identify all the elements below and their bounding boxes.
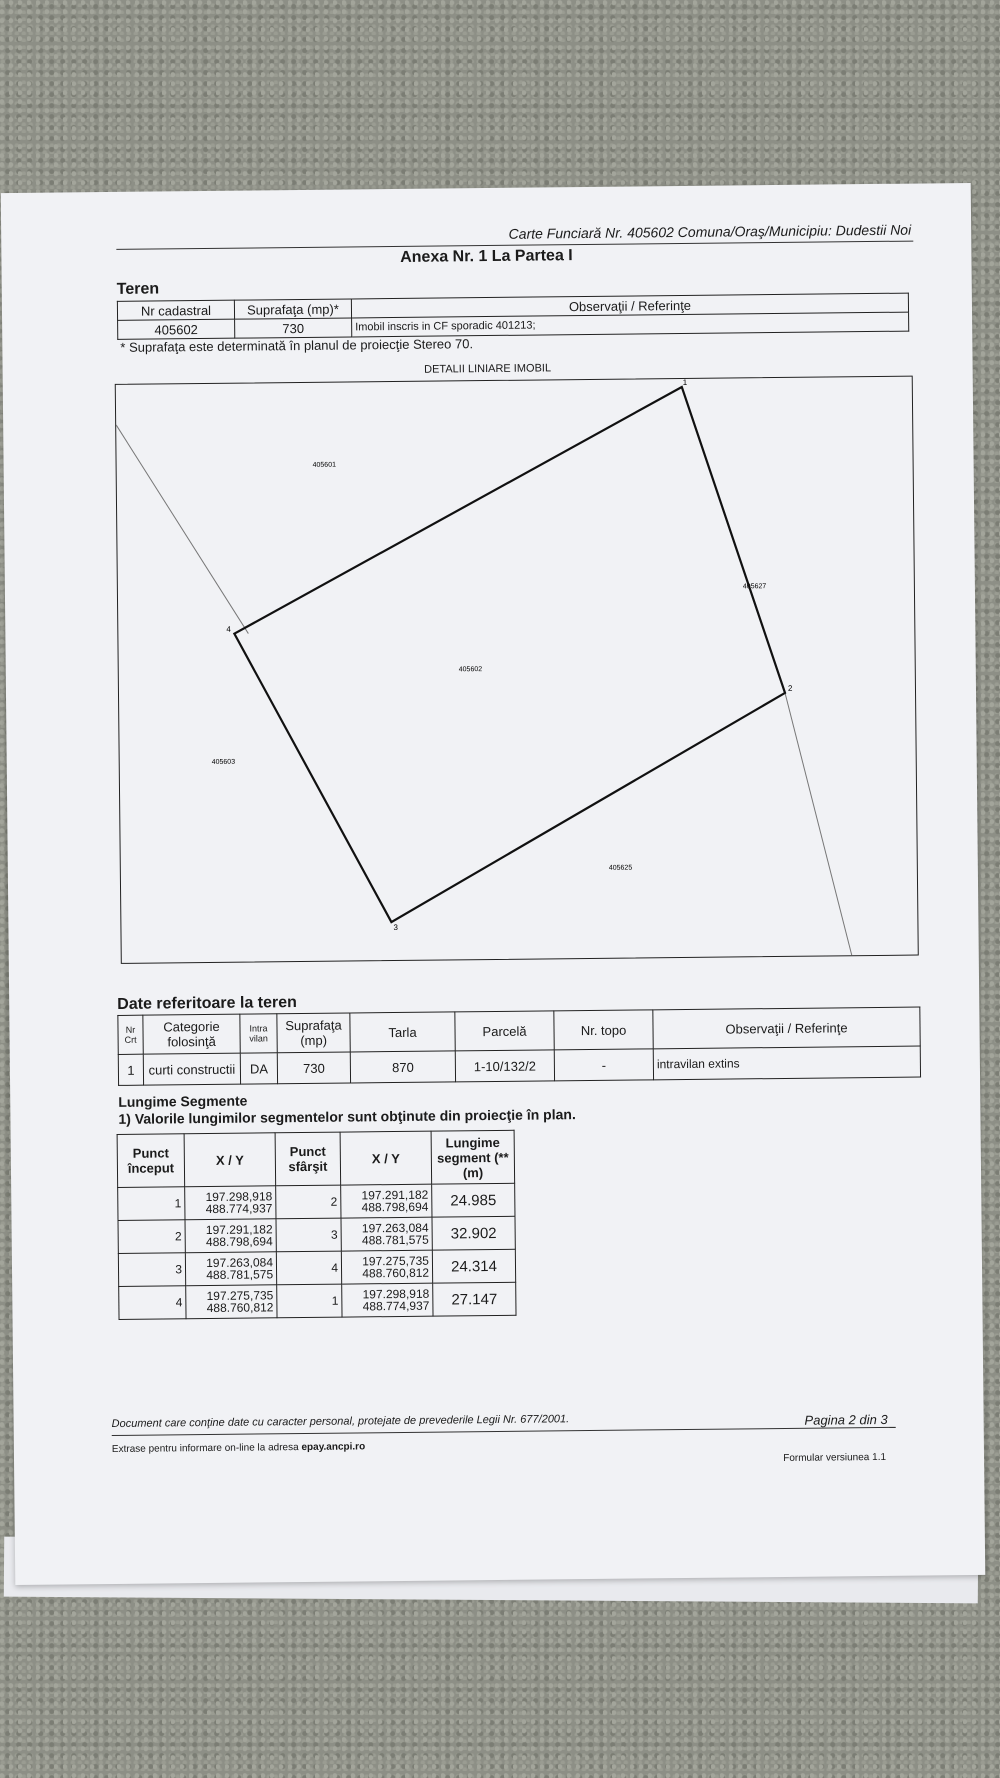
- cell-nr-crt: 1: [118, 1054, 143, 1085]
- coord-y: 488.774,937: [362, 1298, 430, 1314]
- coord-x: 197.275,735: [362, 1253, 430, 1269]
- teren-section-title: Teren: [116, 280, 160, 298]
- neighbor-boundary-left: [116, 424, 248, 635]
- table-row: [118, 1249, 515, 1286]
- col-tarla: Tarla: [350, 1012, 455, 1052]
- suprafata-note: * Suprafaţa este determinată în planul de proiecţie Stereo 70.: [120, 336, 474, 355]
- cell-start: 1: [118, 1187, 185, 1221]
- cell-xy-end: [342, 1283, 433, 1317]
- cell-nr-topo: -: [554, 1049, 653, 1081]
- parcel-label-405601: 405601: [312, 461, 337, 469]
- coord-x: 197.298,918: [362, 1286, 430, 1302]
- table-row: [118, 1216, 515, 1253]
- parcel-label-405603: 405603: [211, 758, 236, 766]
- col-suprafata: Suprafaţa (mp)*: [234, 299, 351, 319]
- cell-xy-end: [341, 1184, 432, 1218]
- plan-title: DETALII LINIARE IMOBIL: [424, 362, 552, 376]
- cell-start: 4: [119, 1286, 186, 1320]
- coord-x: 197.263,084: [206, 1255, 274, 1271]
- legal-notice: Document care conţine date cu caracter personal, protejate de prevederile Legii Nr. 677/2001.: [111, 1413, 570, 1431]
- cell-xy-start: [186, 1285, 277, 1319]
- anexa-title: Anexa Nr. 1 La Partea I: [400, 247, 573, 266]
- extras-site: epay.ancpi.ro: [301, 1441, 366, 1454]
- cell-length: 32.902: [432, 1216, 515, 1250]
- col-xy-start: X / Y: [184, 1133, 276, 1187]
- coord-y: 488.760,812: [362, 1265, 430, 1281]
- col-lungime: Lungime segment (** (m): [431, 1130, 515, 1184]
- carte-funciara-header: Carte Funciară Nr. 405602 Comuna/Oraş/Municipiu: Dudestii Noi: [508, 221, 912, 242]
- segmente-header-row: [117, 1130, 515, 1187]
- coord-x: 197.263,084: [361, 1220, 429, 1236]
- coord-x: 197.291,182: [205, 1222, 273, 1238]
- col-categorie: Categorie folosinţă: [143, 1014, 240, 1054]
- cell-end: 2: [276, 1185, 341, 1219]
- cell-length: 24.985: [432, 1183, 515, 1217]
- cell-xy-start: [185, 1219, 276, 1253]
- cell-xy-end: [341, 1250, 432, 1284]
- cell-observatii-teren: intravilan extins: [653, 1046, 920, 1080]
- col-observatii-teren: Observaţii / Referinţe: [653, 1007, 920, 1049]
- cell-length: 27.147: [433, 1282, 516, 1316]
- cell-length: 24.314: [432, 1249, 515, 1283]
- cell-xy-start: [185, 1252, 276, 1286]
- cell-observatii: Imobil inscris in CF sporadic 401213;: [352, 312, 909, 337]
- teren-table: [117, 293, 909, 340]
- col-punct-sfarsit: Punct sfârşit: [275, 1132, 341, 1186]
- col-xy-end: X / Y: [340, 1131, 432, 1185]
- vertex-label-3: 3: [393, 922, 398, 933]
- coord-y: 488.781,575: [206, 1267, 274, 1283]
- col-intravilan: Intra vilan: [240, 1014, 277, 1053]
- neighbor-boundary-right-lower: [785, 692, 852, 956]
- extras-prefix: Extrase pentru informare on-line la adresa: [111, 1442, 299, 1456]
- coord-y: 488.781,575: [361, 1232, 429, 1248]
- cell-parcela: 1-10/132/2: [455, 1050, 554, 1082]
- col-suprafata-mp: Suprafaţa (mp): [277, 1013, 350, 1053]
- date-teren-table: [117, 1007, 921, 1086]
- cell-suprafata-mp: 730: [277, 1052, 350, 1084]
- coord-y: 488.798,694: [205, 1234, 273, 1250]
- coord-y: 488.774,937: [205, 1201, 273, 1217]
- lungime-segmente-title: Lungime Segmente: [118, 1092, 248, 1110]
- col-nr-cadastral: Nr cadastral: [117, 300, 234, 320]
- cell-xy-start: [185, 1186, 276, 1220]
- col-nr-crt: Nr Crt: [118, 1015, 143, 1054]
- coord-x: 197.298,918: [205, 1189, 273, 1205]
- vertex-label-1: 1: [682, 377, 688, 387]
- cell-suprafata: 730: [235, 318, 352, 338]
- vertex-label-4: 4: [226, 624, 231, 634]
- date-teren-title: Date referitoare la teren: [117, 994, 297, 1013]
- coord-x: 197.275,735: [206, 1288, 274, 1304]
- col-punct-inceput: Punct început: [117, 1134, 185, 1188]
- col-parcela: Parcelă: [455, 1011, 554, 1051]
- cell-start: 2: [118, 1220, 185, 1254]
- parcel-label-405627: 405627: [742, 583, 767, 591]
- cell-tarla: 870: [350, 1051, 455, 1083]
- cell-start: 3: [118, 1253, 185, 1287]
- cell-xy-end: [341, 1217, 432, 1251]
- parcel-label-405625: 405625: [608, 864, 633, 872]
- cell-intravilan: DA: [240, 1053, 277, 1084]
- extras-notice: [112, 1441, 365, 1455]
- cell-end: 3: [276, 1218, 341, 1252]
- coord-y: 488.760,812: [206, 1300, 274, 1316]
- table-row: [118, 1183, 515, 1220]
- table-row: [119, 1282, 516, 1319]
- document-page: [1, 183, 986, 1585]
- parcel-plan: [115, 376, 919, 964]
- segmente-table: [117, 1130, 517, 1320]
- col-nr-topo: Nr. topo: [554, 1010, 653, 1050]
- cell-categorie: curti constructii: [143, 1053, 240, 1085]
- lungime-segmente-subtitle: 1) Valorile lungimilor segmentelor sunt obţinute din proiecţie în plan.: [118, 1106, 576, 1127]
- page-number: Pagina 2 din 3: [804, 1411, 888, 1428]
- form-version: Formular versiunea 1.1: [783, 1451, 887, 1464]
- vertex-label-2: 2: [787, 683, 793, 693]
- col-observatii: Observaţii / Referinţe: [351, 293, 908, 318]
- cell-end: 1: [277, 1284, 342, 1318]
- coord-y: 488.798,694: [361, 1199, 429, 1215]
- cell-nr-cadastral: 405602: [118, 319, 235, 339]
- coord-x: 197.291,182: [361, 1187, 429, 1203]
- cell-end: 4: [276, 1251, 341, 1285]
- parcel-label-405602: 405602: [458, 666, 483, 674]
